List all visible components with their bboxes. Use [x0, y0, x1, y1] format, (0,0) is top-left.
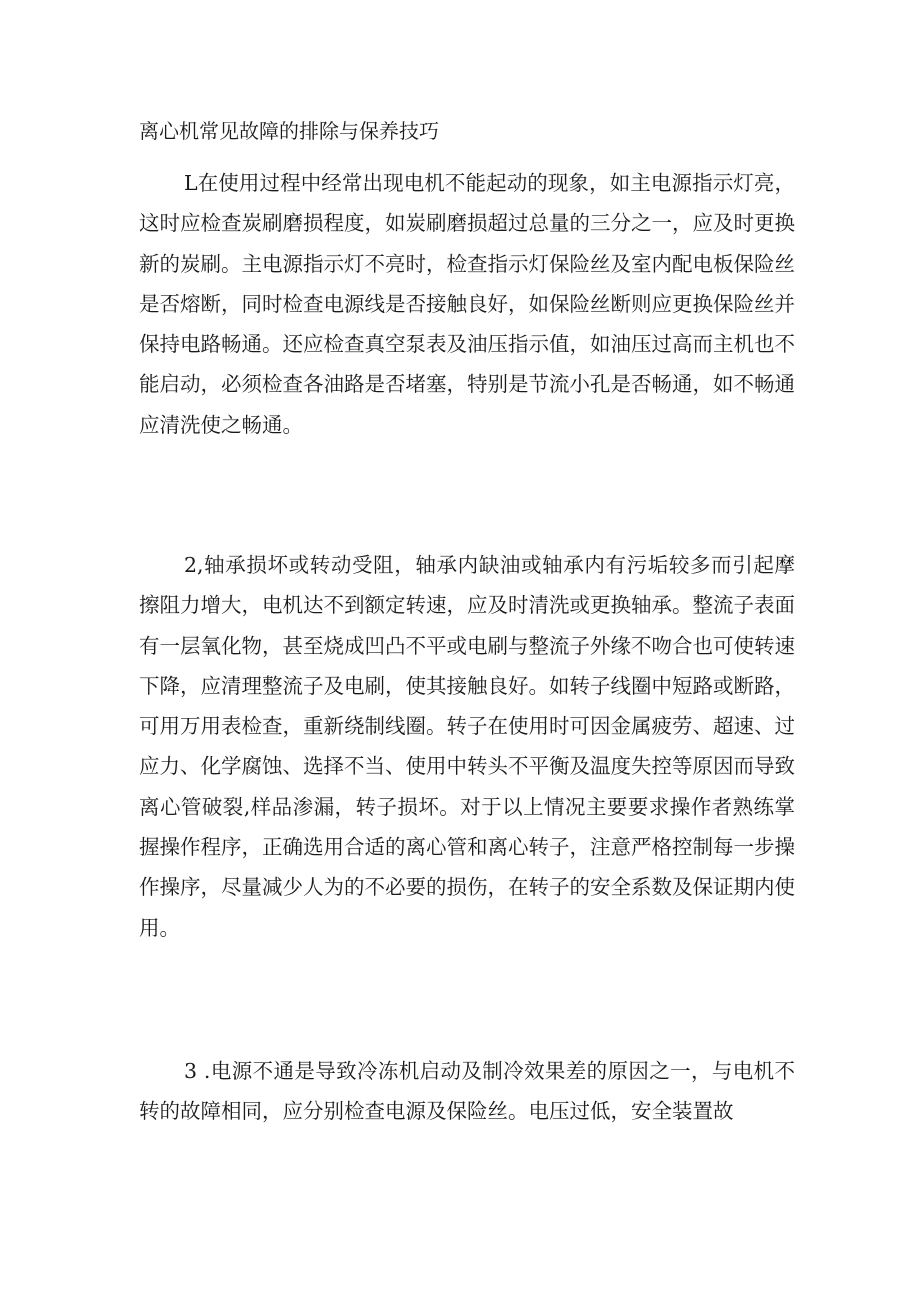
paragraph-2: 2,轴承损坏或转动受阻，轴承内缺油或轴承内有污垢较多而引起摩擦阻力增大，电机达不到额定转速，应及时清洗或更换轴承。整流子表面有一层氧化物，甚至烧成凹凸不平或电刷与整流子外缘不吻合也可使转速下降，应清理整流子及电刷，使其接触良好。如转子线圈中短路或断路，可用万用表检查，重新绕制线圈。转子在使用时可因金属疲劳、超速、过应力、化学腐蚀、选择不当、使用中转头不平衡及温度失控等原因而导致离心管破裂,样品渗漏，转子损坏。对于以上情况主要要求操作者熟练掌握操作程序，正确选用合适的离心管和离心转子，注意严格控制每一步操作操序，尽量减少人为的不必要的损伤，在转子的安全系数及保证期内使用。 [139, 553, 795, 940]
paragraph-1: L在使用过程中经常出现电机不能起动的现象，如主电源指示灯亮，这时应检查炭刷磨损程度，如炭刷磨损超过总量的三分之一，应及时更换新的炭刷。主电源指示灯不亮时，检查指示灯保险丝及室内配电板保险丝是否熔断，同时检查电源线是否接触良好，如保险丝断则应更换保险丝并保持电路畅通。还应检查真空泵表及油压指示值，如油压过高而主机也不能启动，必须检查各油路是否堵塞，特别是节流小孔是否畅通，如不畅通应清洗使之畅通。 [139, 171, 795, 437]
document-title: 离心机常见故障的排除与保养技巧 [139, 119, 439, 143]
paragraph-3: 3 .电源不通是导致冷冻机启动及制冷效果差的原因之一，与电机不转的故障相同，应分别检查电源及保险丝。电压过低，安全装置故 [139, 1059, 795, 1124]
